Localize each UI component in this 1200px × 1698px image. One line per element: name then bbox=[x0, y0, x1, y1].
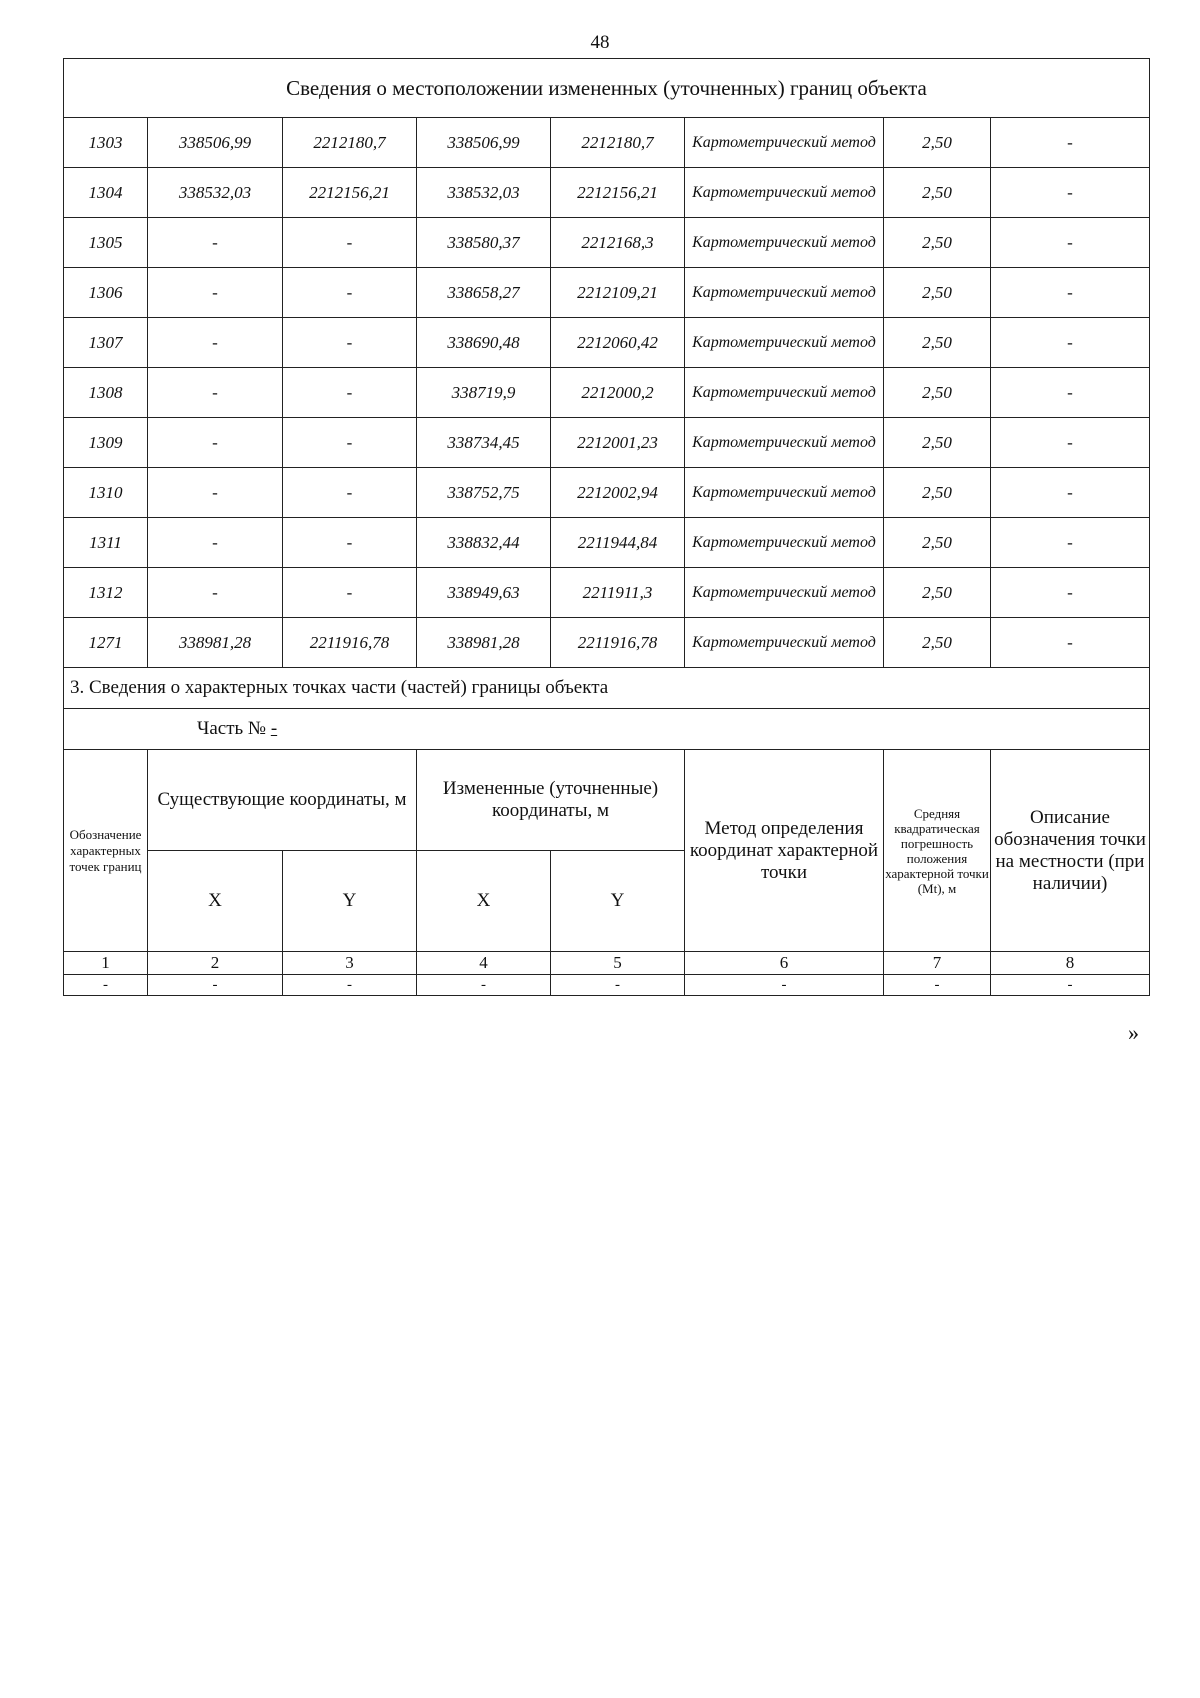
cell-description: - bbox=[991, 518, 1150, 568]
table-row bbox=[64, 318, 1150, 368]
table-row bbox=[64, 268, 1150, 318]
cell-mean-error: 2,50 bbox=[884, 568, 991, 618]
cell-changed-x: 338734,45 bbox=[417, 418, 551, 468]
cell-changed-y: 2212002,94 bbox=[551, 468, 685, 518]
column-number: 5 bbox=[551, 952, 685, 975]
cell-existing-x: 338532,03 bbox=[148, 168, 283, 218]
cell-mean-error: 2,50 bbox=[884, 118, 991, 168]
table-row bbox=[64, 218, 1150, 268]
cell-method: Картометрический метод bbox=[685, 518, 884, 568]
cell-existing-y: - bbox=[283, 468, 417, 518]
cell-changed-y: 2211916,78 bbox=[551, 618, 685, 668]
table-row bbox=[64, 468, 1150, 518]
table-row bbox=[64, 118, 1150, 168]
empty-cell: - bbox=[685, 975, 884, 996]
cell-mean-error: 2,50 bbox=[884, 368, 991, 418]
cell-changed-x: 338719,9 bbox=[417, 368, 551, 418]
column-number: 7 bbox=[884, 952, 991, 975]
cell-method: Картометрический метод bbox=[685, 318, 884, 368]
column-number: 1 bbox=[64, 952, 148, 975]
cell-changed-y: 2212000,2 bbox=[551, 368, 685, 418]
cell-point-number: 1306 bbox=[64, 268, 148, 318]
section-3-title: 3. Сведения о характерных точках части (частей) границы объекта bbox=[64, 668, 1150, 709]
empty-cell: - bbox=[417, 975, 551, 996]
boundary-table bbox=[63, 58, 1150, 996]
cell-method: Картометрический метод bbox=[685, 168, 884, 218]
part-number: - bbox=[270, 718, 278, 739]
cell-existing-x: 338506,99 bbox=[148, 118, 283, 168]
part-line bbox=[64, 709, 1150, 750]
cell-changed-y: 2212156,21 bbox=[551, 168, 685, 218]
cell-changed-x: 338532,03 bbox=[417, 168, 551, 218]
cell-method: Картометрический метод bbox=[685, 368, 884, 418]
cell-changed-x: 338580,37 bbox=[417, 218, 551, 268]
cell-point-number: 1309 bbox=[64, 418, 148, 468]
cell-changed-y: 2211944,84 bbox=[551, 518, 685, 568]
empty-part-row bbox=[64, 975, 1150, 996]
header-point-designation: Обозначение характерных точек границ bbox=[64, 750, 148, 952]
cell-method: Картометрический метод bbox=[685, 218, 884, 268]
cell-method: Картометрический метод bbox=[685, 118, 884, 168]
cell-method: Картометрический метод bbox=[685, 468, 884, 518]
cell-description: - bbox=[991, 368, 1150, 418]
table-row bbox=[64, 618, 1150, 668]
cell-changed-x: 338981,28 bbox=[417, 618, 551, 668]
cell-description: - bbox=[991, 218, 1150, 268]
table-row bbox=[64, 568, 1150, 618]
cell-existing-y: 2212180,7 bbox=[283, 118, 417, 168]
cell-method: Картометрический метод bbox=[685, 568, 884, 618]
cell-mean-error: 2,50 bbox=[884, 468, 991, 518]
column-number: 4 bbox=[417, 952, 551, 975]
cell-description: - bbox=[991, 468, 1150, 518]
cell-existing-y: - bbox=[283, 568, 417, 618]
cell-point-number: 1303 bbox=[64, 118, 148, 168]
cell-existing-y: - bbox=[283, 418, 417, 468]
cell-method: Картометрический метод bbox=[685, 268, 884, 318]
table-title: Сведения о местоположении измененных (уточненных) границ объекта bbox=[64, 59, 1150, 118]
cell-point-number: 1310 bbox=[64, 468, 148, 518]
cell-changed-y: 2212180,7 bbox=[551, 118, 685, 168]
cell-changed-x: 338658,27 bbox=[417, 268, 551, 318]
cell-existing-y: - bbox=[283, 368, 417, 418]
cell-point-number: 1304 bbox=[64, 168, 148, 218]
cell-existing-y: 2212156,21 bbox=[283, 168, 417, 218]
empty-cell: - bbox=[64, 975, 148, 996]
table-row bbox=[64, 168, 1150, 218]
cell-point-number: 1305 bbox=[64, 218, 148, 268]
cell-existing-y: - bbox=[283, 518, 417, 568]
cell-changed-x: 338752,75 bbox=[417, 468, 551, 518]
cell-existing-y: - bbox=[283, 218, 417, 268]
empty-cell: - bbox=[884, 975, 991, 996]
header-existing-x: X bbox=[148, 851, 283, 952]
cell-existing-y: - bbox=[283, 268, 417, 318]
column-number: 2 bbox=[148, 952, 283, 975]
header-description: Описание обозначения точки на местности (при наличии) bbox=[991, 750, 1150, 952]
cell-point-number: 1307 bbox=[64, 318, 148, 368]
column-number: 8 bbox=[991, 952, 1150, 975]
closing-quote-mark: » bbox=[1128, 1020, 1139, 1045]
cell-description: - bbox=[991, 618, 1150, 668]
cell-changed-y: 2212001,23 bbox=[551, 418, 685, 468]
cell-method: Картометрический метод bbox=[685, 618, 884, 668]
column-number: 6 bbox=[685, 952, 884, 975]
cell-existing-x: - bbox=[148, 268, 283, 318]
empty-cell: - bbox=[283, 975, 417, 996]
header-changed-x: X bbox=[417, 851, 551, 952]
empty-cell: - bbox=[148, 975, 283, 996]
cell-description: - bbox=[991, 118, 1150, 168]
cell-changed-y: 2212168,3 bbox=[551, 218, 685, 268]
page-number: 48 bbox=[590, 32, 610, 53]
cell-description: - bbox=[991, 168, 1150, 218]
cell-mean-error: 2,50 bbox=[884, 518, 991, 568]
empty-cell: - bbox=[991, 975, 1150, 996]
header-mean-error: Средняя квадратическая погрешность положения характерной точки (Mt), м bbox=[884, 750, 991, 952]
header-method: Метод определения координат характерной точки bbox=[685, 750, 884, 952]
cell-mean-error: 2,50 bbox=[884, 218, 991, 268]
cell-mean-error: 2,50 bbox=[884, 268, 991, 318]
cell-method: Картометрический метод bbox=[685, 418, 884, 468]
cell-existing-x: - bbox=[148, 518, 283, 568]
table-row bbox=[64, 368, 1150, 418]
column-number: 3 bbox=[283, 952, 417, 975]
cell-point-number: 1271 bbox=[64, 618, 148, 668]
cell-changed-y: 2212060,42 bbox=[551, 318, 685, 368]
cell-existing-x: - bbox=[148, 418, 283, 468]
cell-existing-x: - bbox=[148, 368, 283, 418]
cell-changed-y: 2211911,3 bbox=[551, 568, 685, 618]
cell-existing-y: 2211916,78 bbox=[283, 618, 417, 668]
table-row bbox=[64, 418, 1150, 468]
header-existing-y: Y bbox=[283, 851, 417, 952]
cell-changed-x: 338506,99 bbox=[417, 118, 551, 168]
cell-point-number: 1312 bbox=[64, 568, 148, 618]
cell-existing-x: - bbox=[148, 568, 283, 618]
cell-existing-x: 338981,28 bbox=[148, 618, 283, 668]
part-label: Часть № bbox=[197, 718, 271, 739]
cell-changed-x: 338949,63 bbox=[417, 568, 551, 618]
cell-existing-x: - bbox=[148, 318, 283, 368]
cell-mean-error: 2,50 bbox=[884, 618, 991, 668]
cell-changed-x: 338832,44 bbox=[417, 518, 551, 568]
cell-point-number: 1311 bbox=[64, 518, 148, 568]
header-changed-y: Y bbox=[551, 851, 685, 952]
cell-existing-x: - bbox=[148, 468, 283, 518]
header-changed-coordinates: Измененные (уточненные) координаты, м bbox=[417, 750, 685, 851]
cell-existing-x: - bbox=[148, 218, 283, 268]
cell-description: - bbox=[991, 568, 1150, 618]
cell-mean-error: 2,50 bbox=[884, 418, 991, 468]
cell-changed-x: 338690,48 bbox=[417, 318, 551, 368]
header-existing-coordinates: Существующие координаты, м bbox=[148, 750, 417, 851]
cell-description: - bbox=[991, 268, 1150, 318]
cell-point-number: 1308 bbox=[64, 368, 148, 418]
table-row bbox=[64, 518, 1150, 568]
cell-mean-error: 2,50 bbox=[884, 168, 991, 218]
cell-description: - bbox=[991, 318, 1150, 368]
column-numbers-row bbox=[64, 952, 1150, 975]
empty-cell: - bbox=[551, 975, 685, 996]
cell-mean-error: 2,50 bbox=[884, 318, 991, 368]
cell-description: - bbox=[991, 418, 1150, 468]
cell-changed-y: 2212109,21 bbox=[551, 268, 685, 318]
cell-existing-y: - bbox=[283, 318, 417, 368]
